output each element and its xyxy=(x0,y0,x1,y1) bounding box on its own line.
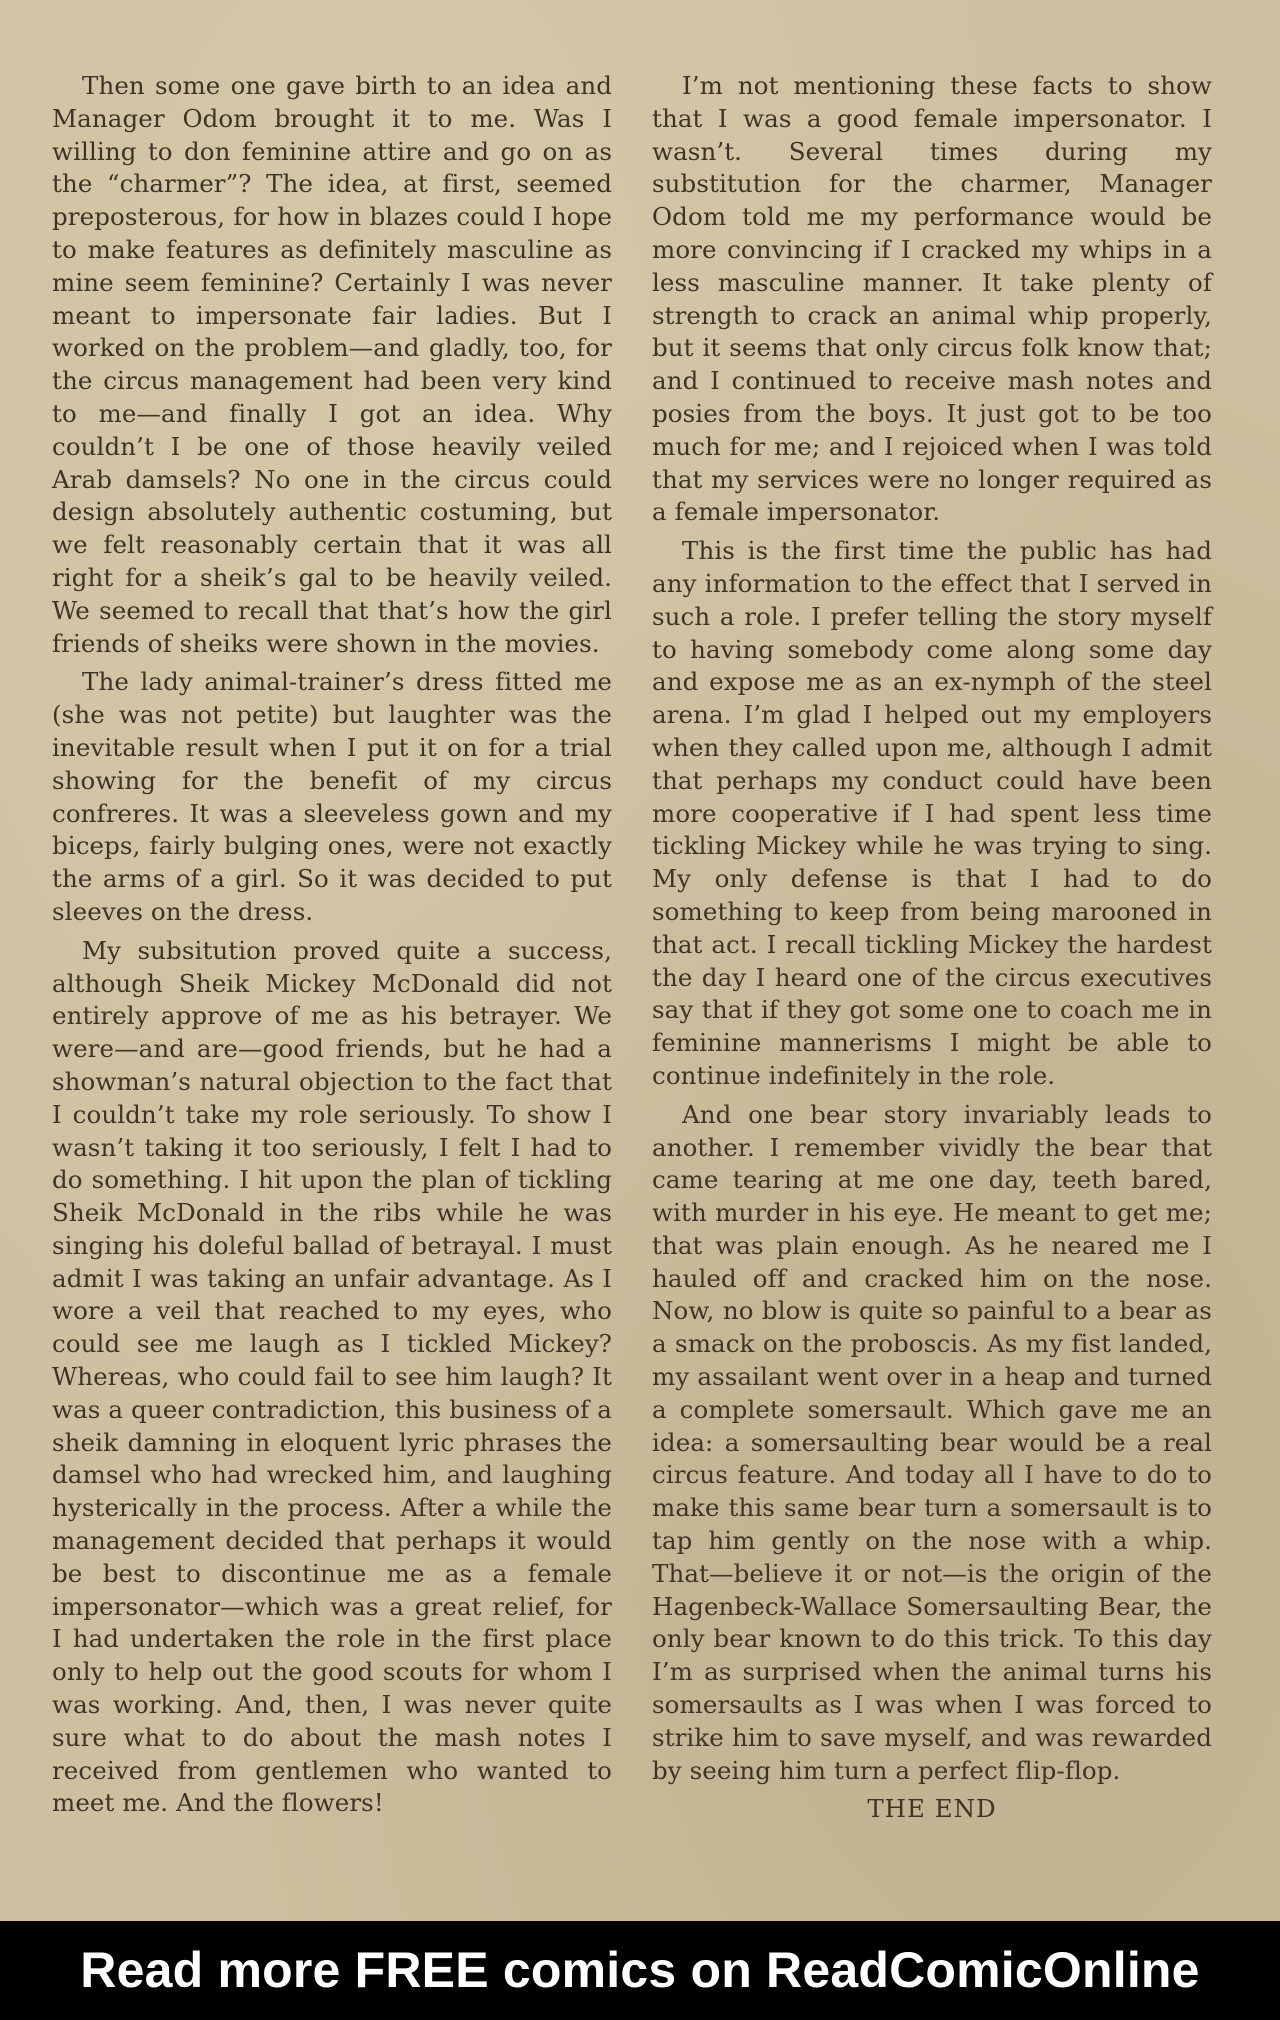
the-end-label: THE END xyxy=(867,1794,997,1824)
paragraph-right-2: This is the first time the public has had any information to the effect that I served in such a role. I prefer telling the story myself to having somebody come along some day and expose me as an ex-nymph of the steel arena. I’m glad I helped out my employers when they called upon me, although I admit that perhaps my conduct could have been more cooperative if I had spent less time tickling Mickey while he was trying to sing. My only defense is that I had to do something to keep from being marooned in that act. I recall tickling Mickey the hardest the day I heard one of the circus executives say that if they got some one to coach me in feminine mannerisms I might be able to continue indefinitely in the role. xyxy=(652,536,1212,1090)
right-column xyxy=(652,70,1212,1832)
paragraph-left-1: Then some one gave birth to an idea and Manager Odom brought it to me. Was I willing to don feminine attire and go on as the “charmer”? The idea, at first, seemed preposterous, for how in blazes could I hope to make features as definitely masculine as mine seem feminine? Certainly I was never meant to impersonate fair ladies. But I worked on the problem—and gladly, too, for the circus management had been very kind to me—and finally I got an idea. Why couldn’t I be one of those heavily veiled Arab damsels? No one in the circus could design absolutely authentic costuming, but we felt reasonably certain that it was all right for a sheik’s gal to be heavily veiled. We seemed to recall that that’s how the girl friends of sheiks were shown in the movies. xyxy=(52,71,612,658)
paragraph-left-3: My subsitution proved quite a success, although Sheik Mickey McDonald did not entirely approve of me as his betrayer. We were—and are—good friends, but he had a showman’s natural objection to the fact that I couldn’t take my role seriously. To show I wasn’t taking it too seriously, I felt I had to do something. I hit upon the plan of tickling Sheik McDonald in the ribs while he was singing his doleful ballad of betrayal. I must admit I was taking an unfair advantage. As I wore a veil that reached to my eyes, who could see me laugh as I tickled Mickey? Whereas, who could fail to see him laugh? It was a queer contradiction, this business of a sheik damning in eloquent lyric phrases the damsel who had wrecked him, and laughing hysterically in the process. After a while the management decided that perhaps it would be best to discontinue me as a female impersonator—which was a great relief, for I had undertaken the role in the first place only to help out the good scouts for whom I was working. And, then, I was never quite sure what to do about the mash notes I received from gentlemen who wanted to meet me. And the flowers! xyxy=(52,935,612,1818)
paragraph-right-3: And one bear story invariably leads to another. I remember vividly the bear that came tearing at me one day, teeth bared, with murder in his eye. He meant to get me; that was plain enough. As he neared me I hauled off and cracked him on the nose. Now, no blow is quite so painful to a bear as a smack on the proboscis. As my fist landed, my assailant went over in a heap and turned a complete somersault. Which gave me an idea: a somersaulting bear would be a real circus feature. And today all I have to do to make this same bear turn a somersault is to tap him gently on the nose with a whip. That—believe it or not—is the origin of the Hagenbeck-Wallace Somersaulting Bear, the only bear known to do this trick. To this day I’m as surprised when the animal turns his somersaults as I was when I was forced to strike him to save myself, and was rewarded by seeing him turn a perfect flip-flop. xyxy=(652,1099,1212,1785)
left-column xyxy=(52,70,612,1826)
paragraph-left-2: The lady animal-trainer’s dress fitted me (she was not petite) but laughter was the inevitable result when I put it on for a trial showing for the benefit of my circus confreres. It was a sleeveless gown and my biceps, fairly bulging ones, were not exactly the arms of a girl. So it was decided to put sleeves on the dress. xyxy=(52,667,612,926)
promo-banner[interactable]: Read more FREE comics on ReadComicOnline xyxy=(0,1921,1280,2020)
paragraph-right-1: I’m not mentioning these facts to show that I was a good female impersonator. I wasn’t. Several times during my substitution for the charmer, Manager Odom told me my performance would be more convincing if I cracked my whips in a less masculine manner. It take plenty of strength to crack an animal whip properly, but it seems that only circus folk know that; and I continued to receive mash notes and posies from the boys. It just got to be too much for me; and I rejoiced when I was told that my services were no longer required as a female impersonator. xyxy=(652,71,1212,527)
